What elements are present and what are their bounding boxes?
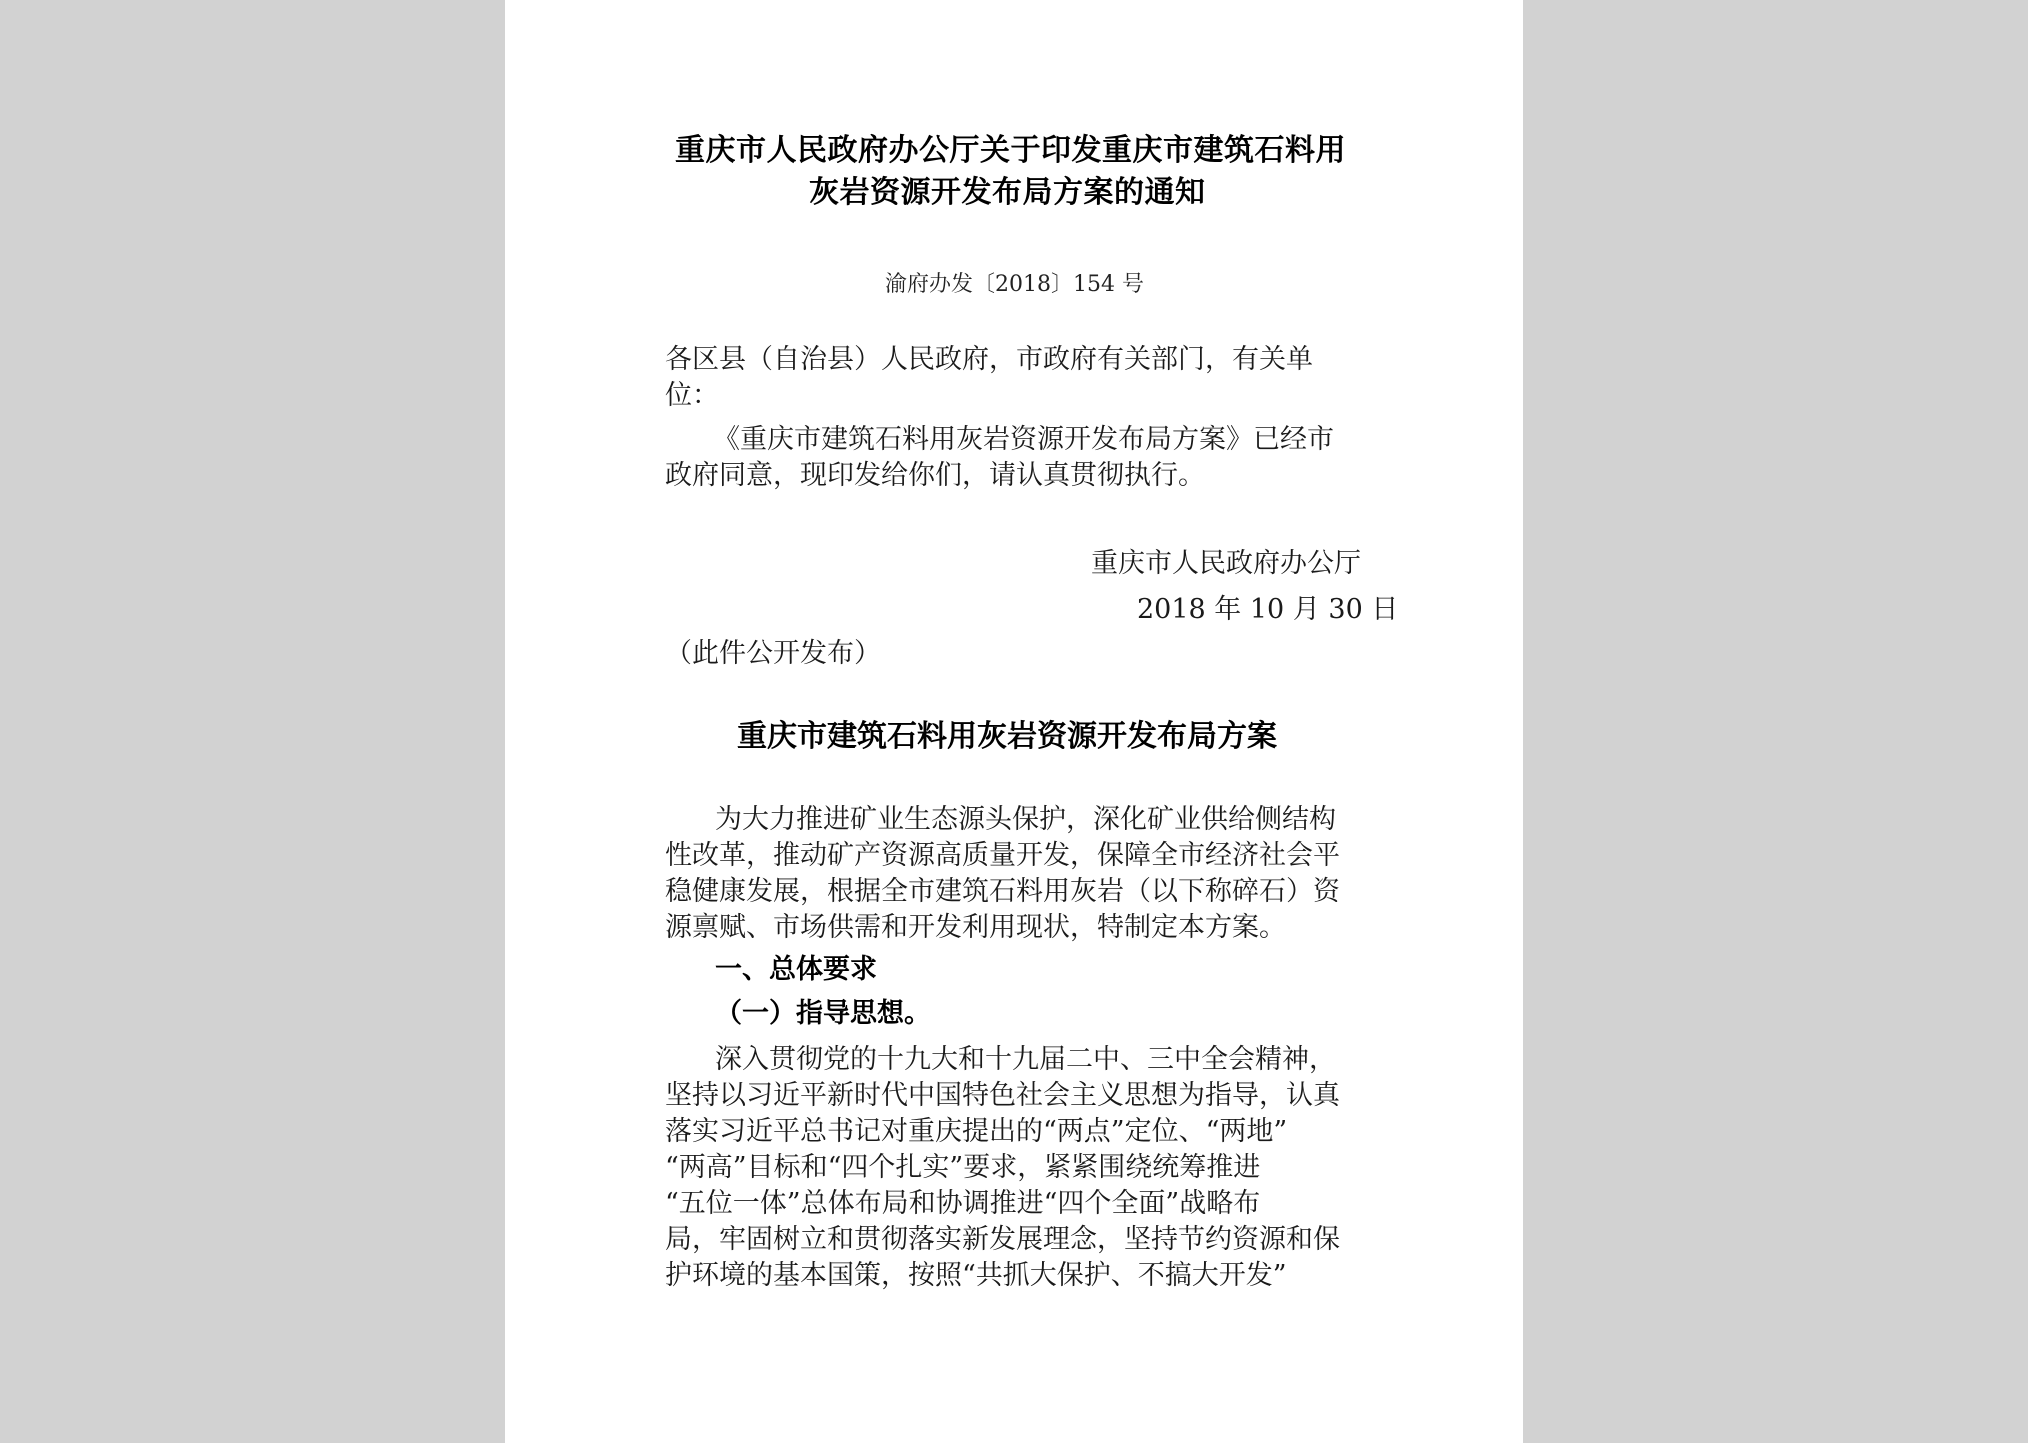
guidance-line-3: 落实习近平总书记对重庆提出的“两点”定位、“两地” xyxy=(665,1116,1288,1147)
subsection-heading-guiding-thought: （一）指导思想。 xyxy=(715,998,931,1029)
section-heading-general-requirements: 一、总体要求 xyxy=(715,954,877,985)
plan-intro-line-3: 稳健康发展，根据全市建筑石料用灰岩（以下称碎石）资 xyxy=(665,876,1340,907)
plan-title: 重庆市建筑石料用灰岩资源开发布局方案 xyxy=(737,719,1277,754)
issue-date: 2018 年 10 月 30 日 xyxy=(1137,594,1399,625)
notice-body-line-2: 政府同意，现印发给你们，请认真贯彻执行。 xyxy=(665,460,1205,491)
guidance-line-7: 护环境的基本国策，按照“共抓大保护、不搞大开发” xyxy=(665,1260,1287,1291)
document-number: 渝府办发〔2018〕154 号 xyxy=(885,272,1144,297)
plan-intro-line-2: 性改革，推动矿产资源高质量开发，保障全市经济社会平 xyxy=(665,840,1340,871)
notice-title-line-2: 灰岩资源开发布局方案的通知 xyxy=(809,175,1206,210)
notice-body-line-1: 《重庆市建筑石料用灰岩资源开发布局方案》已经市 xyxy=(713,424,1334,455)
recipients-line-1: 各区县（自治县）人民政府，市政府有关部门，有关单 xyxy=(665,344,1313,375)
notice-title-line-1: 重庆市人民政府办公厅关于印发重庆市建筑石料用 xyxy=(675,133,1346,168)
guidance-line-2: 坚持以习近平新时代中国特色社会主义思想为指导，认真 xyxy=(665,1080,1340,1111)
guidance-line-5: “五位一体”总体布局和协调推进“四个全面”战略布 xyxy=(665,1188,1261,1219)
guidance-line-1: 深入贯彻党的十九大和十九届二中、三中全会精神， xyxy=(715,1044,1336,1075)
plan-intro-line-4: 源禀赋、市场供需和开发利用现状，特制定本方案。 xyxy=(665,912,1286,943)
guidance-line-4: “两高”目标和“四个扎实”要求，紧紧围绕统筹推进 xyxy=(665,1152,1261,1183)
guidance-line-6: 局，牢固树立和贯彻落实新发展理念，坚持节约资源和保 xyxy=(665,1224,1340,1255)
plan-intro-line-1: 为大力推进矿业生态源头保护，深化矿业供给侧结构 xyxy=(715,804,1336,835)
issuer-name: 重庆市人民政府办公厅 xyxy=(1091,548,1361,579)
recipients-line-2: 位： xyxy=(665,380,719,411)
document-page xyxy=(505,0,1523,1443)
publish-note: （此件公开发布） xyxy=(665,638,881,669)
